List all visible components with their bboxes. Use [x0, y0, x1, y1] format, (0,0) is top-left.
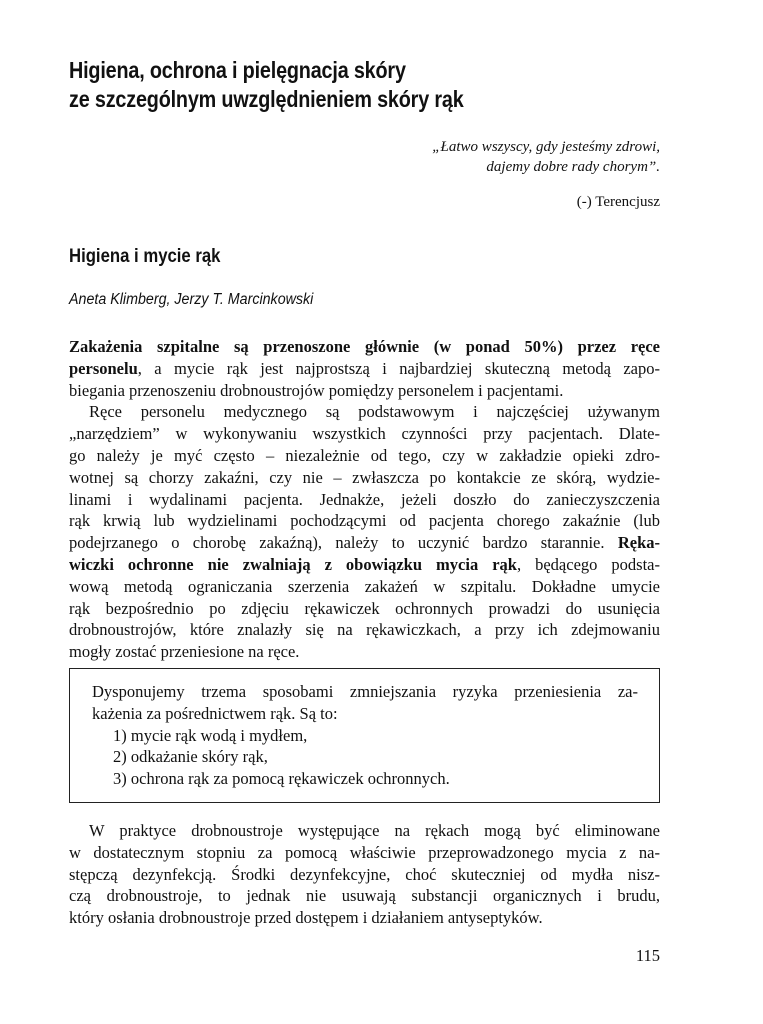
paragraph-line [69, 358, 660, 380]
paragraph-line: wową metodą ograniczania szerzenia zakażeń w szpitalu. Dokładne umycie [69, 576, 660, 596]
epigraph-quote [432, 137, 660, 177]
bold-phrase: Ręka- [617, 533, 660, 553]
chapter-title [69, 56, 671, 114]
paragraph-line: linami i wydalinami pacjenta. Jednakże, jeżeli doszło do zanieczyszczenia [69, 489, 660, 509]
paragraph-line: rąk bezpośrednio po zdjęciu rękawiczek ochronnych prowadzi do usunięcia [69, 598, 660, 618]
page-number: 115 [635, 946, 660, 965]
info-box-line: każenia za pośrednictwem rąk. Są to: [92, 703, 338, 723]
closing-paragraph [69, 820, 660, 929]
paragraph-line: wotnej są chorzy zakaźni, czy nie – zwłaszcza po kontakcie ze skórą, wydzie- [69, 467, 660, 487]
paragraph-line: Ręce personelu medycznego są podstawowym i najczęściej używanym [89, 402, 660, 422]
paragraph-line: „narzędziem” w wykonywaniu wszystkich czynności przy pacjentach. Dlate- [69, 424, 660, 444]
body-paragraphs [69, 336, 660, 663]
epigraph-author: (-) Terencjusz [576, 194, 660, 210]
section-authors: Aneta Klimberg, Jerzy T. Marcinkowski [69, 291, 314, 308]
paragraph-line [69, 532, 660, 554]
epigraph-line: dajemy dobre rady chorym”. [486, 159, 660, 175]
info-box-content [92, 681, 638, 790]
chapter-title-line: Higiena, ochrona i pielęgnacja skóry [69, 57, 406, 83]
list-item: 1) mycie rąk wodą i mydłem, [113, 725, 308, 745]
paragraph-line: W praktyce drobnoustroje występujące na rękach mogą być eliminowane [89, 821, 660, 840]
text-run: , a mycie rąk jest najprostszą i najbardziej skuteczną metodą zapo- [137, 358, 660, 378]
section-title: Higiena i mycie rąk [69, 246, 221, 267]
info-box-line: Dysponujemy trzema sposobami zmniejszania ryzyka przeniesienia za- [92, 682, 638, 701]
paragraph-line: drobnoustrojów, które znalazły się na rękawiczkach, a przy ich zdejmowaniu [69, 620, 660, 640]
paragraph-line: który osłania drobnoustroje przed dostępem i działaniem antyseptyków. [69, 908, 543, 928]
text-run: , będącego podsta- [516, 554, 660, 574]
paragraph-line: stępczą dezynfekcją. Środki dezynfekcyjne, choć skuteczniej od mydła nisz- [69, 864, 660, 884]
paragraph-line [69, 554, 660, 576]
paragraph-line: go należy je myć często – niezależnie od tego, czy w zakładzie opieki zdro- [69, 445, 660, 465]
info-box [69, 668, 660, 803]
chapter-title-line: ze szczególnym uwzględnieniem skóry rąk [69, 86, 464, 112]
list-item: 2) odkażanie skóry rąk, [113, 747, 268, 767]
bold-lead: Zakażenia szpitalne są przenoszone głównie (w ponad 50%) przez ręce [69, 337, 660, 356]
list-item: 3) ochrona rąk za pomocą rękawiczek ochronnych. [113, 769, 450, 789]
text-run: podejrzanego o chorobę zakaźną), należy to uczynić bardzo starannie. [69, 533, 618, 553]
epigraph-line: „Łatwo wszyscy, gdy jesteśmy zdrowi, [432, 139, 660, 155]
paragraph-line: biegania przenoszeniu drobnoustrojów pomiędzy personelem i pacjentami. [69, 380, 564, 400]
bold-phrase: wiczki ochronne nie zwalniają z obowiązku mycia rąk [69, 554, 517, 574]
paragraph-line: mogły zostać przeniesione na ręce. [69, 642, 300, 662]
paragraph-line: rąk krwią lub wydzielinami pochodzącymi od pacjenta chorego zakaźnie (lub [69, 511, 660, 531]
paragraph-line: w dostatecznym stopniu za pomocą właściwie przeprowadzonego mycia z na- [69, 842, 660, 862]
document-page [69, 0, 660, 1024]
paragraph-line [69, 336, 660, 358]
bold-phrase: personelu [69, 358, 138, 378]
paragraph-line: czą drobnoustroje, to jednak nie usuwają substancji organicznych i brudu, [69, 886, 660, 906]
